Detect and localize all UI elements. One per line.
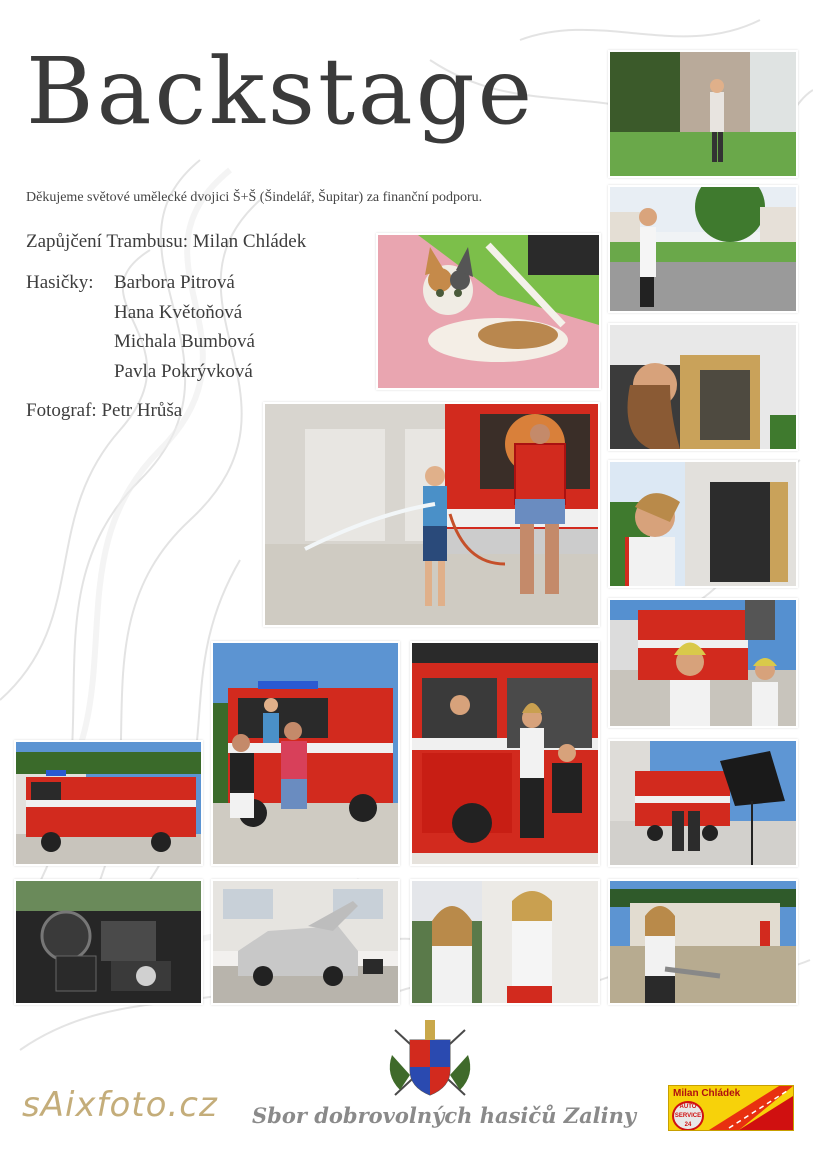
photo-woman-street: [608, 185, 798, 313]
photo-red-truck: [14, 740, 203, 866]
hasicka-name: Hana Květoňová: [114, 301, 243, 323]
hasicka-name: Pavla Pokrývková: [114, 360, 253, 382]
thanks-text: Děkujeme světové umělecké dvojici Š+Š (Šindelář, Šupitar) za finanční podporu.: [26, 190, 483, 205]
photo-woman-phone: [410, 879, 600, 1005]
sponsor-badge: AUTO SERVICE 24: [672, 1101, 704, 1131]
hasicka-name: Barbora Pitrová: [114, 272, 235, 293]
photo-woman-upside: [608, 323, 798, 451]
org-name: Sbor dobrovolných hasičů Zaliny: [252, 1103, 637, 1128]
fire-brigade-emblem-icon: [380, 1015, 480, 1100]
page-title: Backstage: [26, 38, 536, 145]
photo-car-trunk: [14, 879, 203, 1005]
photo-woman-hose: [608, 879, 798, 1005]
hasicky-list: [114, 272, 255, 390]
photo-truck-softbox: [608, 739, 798, 867]
photo-boy-hose: [263, 402, 600, 627]
photo-kitten: [376, 233, 601, 390]
photo-estate-car: [211, 879, 400, 1005]
saixfoto-logo: sAixfoto.cz: [22, 1085, 218, 1125]
photo-garden-woman: [608, 50, 798, 178]
credit-fotograf: Fotograf: Petr Hrůša: [26, 400, 183, 421]
sponsor-logo: [668, 1085, 794, 1131]
hasicka-name: Michala Bumbová: [114, 331, 255, 352]
photo-women-in-truck: [410, 641, 600, 866]
hasicky-label: Hasičky:: [26, 272, 94, 293]
photo-two-men-truck: [211, 641, 400, 866]
photo-woman-van-door: [608, 460, 798, 588]
sponsor-name: Milan Chládek: [673, 1088, 741, 1099]
photo-helmets: [608, 598, 798, 728]
credit-trambus: Zapůjčení Trambusu: Milan Chládek: [26, 231, 307, 252]
